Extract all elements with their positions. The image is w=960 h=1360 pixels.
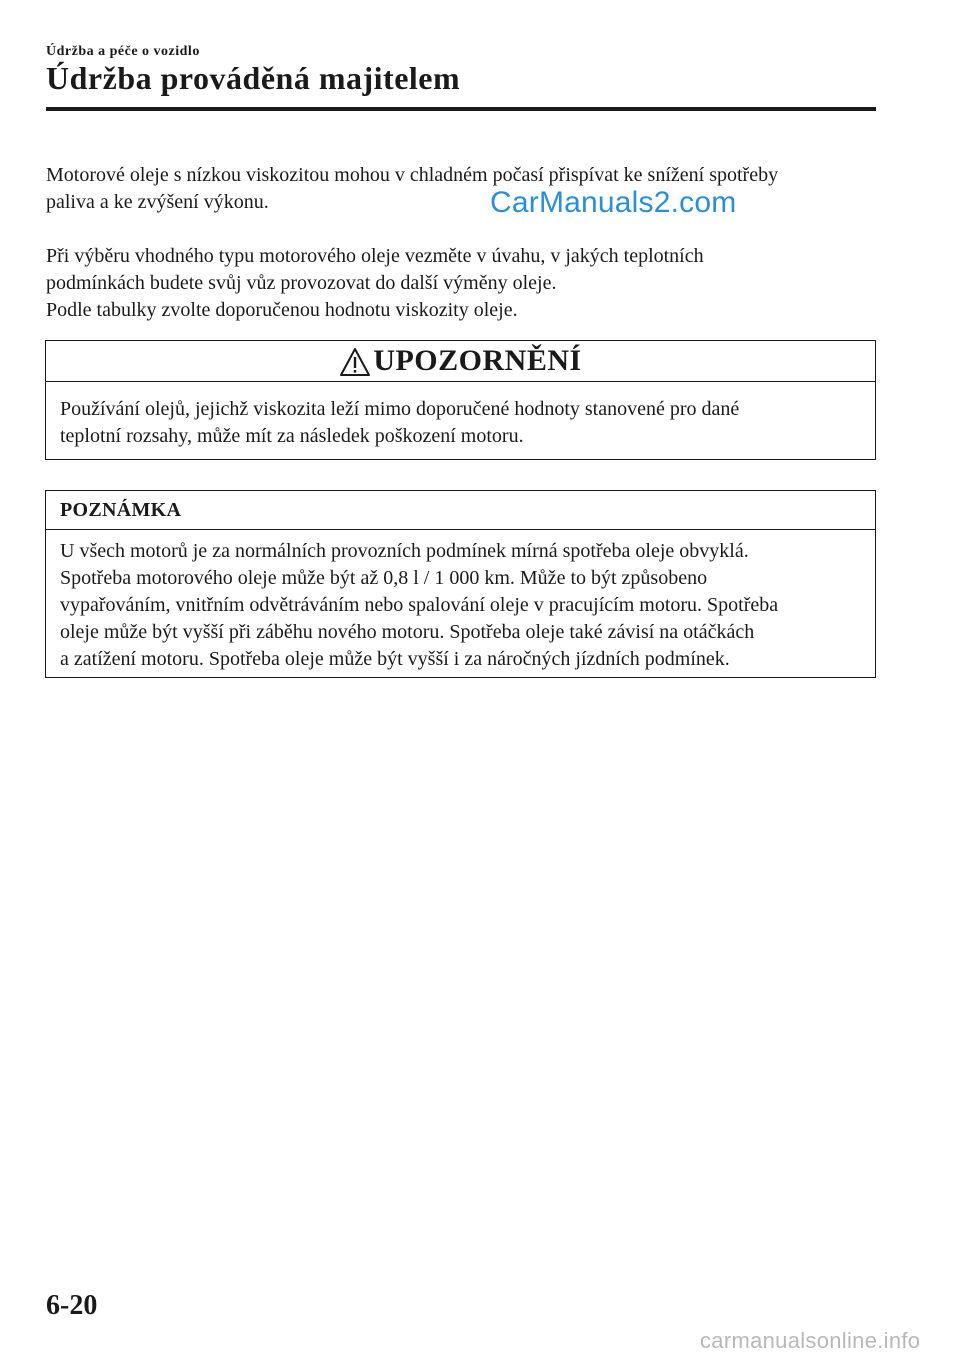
- caution-body: [46, 382, 875, 450]
- paragraph-line: podmínkách budete svůj vůz provozovat do další výměny oleje.: [46, 272, 557, 294]
- paragraph-selection: [46, 243, 876, 324]
- note-line: vypařováním, vnitřním odvětráváním nebo spalování oleje v pracujícím motoru. Spotřeba: [60, 594, 779, 616]
- paragraph-line: Podle tabulky zvolte doporučenou hodnotu viskozity oleje.: [46, 299, 518, 321]
- note-title: POZNÁMKA: [46, 491, 875, 530]
- caution-line: teplotní rozsahy, může mít za následek poškození motoru.: [60, 425, 524, 447]
- footer-watermark-url: carmanualsonline.info: [700, 1328, 921, 1353]
- section-label: Údržba a péče o vozidlo: [46, 44, 200, 59]
- paragraph-line: Motorové oleje s nízkou viskozitou mohou v chladném počasí přispívat ke snížení spotřeby: [46, 164, 779, 186]
- note-box: [45, 490, 876, 678]
- paragraph-line: Při výběru vhodného typu motorového oleje vezměte v úvahu, v jakých teplotních: [46, 245, 704, 267]
- page-number: 6-20: [46, 1290, 98, 1321]
- title-divider: [46, 107, 876, 111]
- note-line: U všech motorů je za normálních provozních podmínek mírná spotřeba oleje obvyklá.: [60, 540, 749, 562]
- note-line: Spotřeba motorového oleje může být až 0,8 l / 1 000 km. Může to být způsobeno: [60, 567, 708, 589]
- page-title: Údržba prováděná majitelem: [46, 60, 461, 96]
- watermark-logo: CarManuals2.com: [490, 186, 737, 219]
- caution-header: [46, 341, 875, 382]
- note-body: [46, 530, 875, 673]
- note-line: a zatížení motoru. Spotřeba oleje může být vyšší i za náročných jízdních podmínek.: [60, 648, 730, 670]
- note-line: oleje může být vyšší při záběhu nového motoru. Spotřeba oleje také závisí na otáčkách: [60, 621, 755, 643]
- caution-title: UPOZORNĚNÍ: [373, 344, 582, 377]
- caution-line: Používání olejů, jejichž viskozita leží mimo doporučené hodnoty stanovené pro dané: [60, 398, 740, 420]
- paragraph-low-viscosity: [46, 162, 876, 216]
- warning-triangle-icon: [339, 347, 371, 377]
- caution-box: [45, 340, 876, 460]
- paragraph-line: paliva a ke zvýšení výkonu.: [46, 191, 269, 213]
